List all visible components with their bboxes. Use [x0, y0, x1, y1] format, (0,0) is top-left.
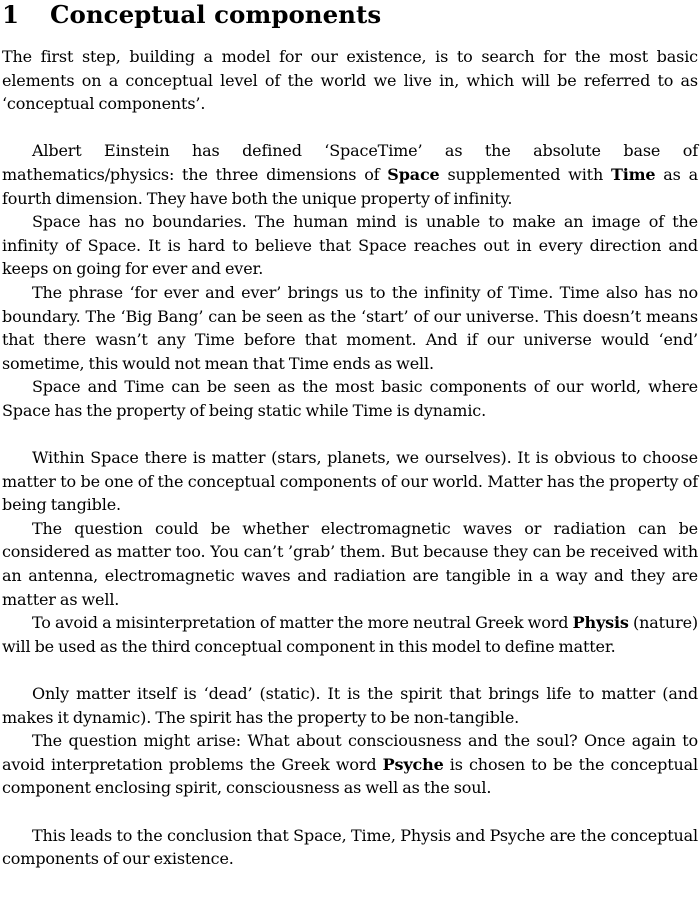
- paragraph: [2, 45, 698, 116]
- text-run: Space and Time can be seen as the most basic components of our world, where Space has the property of being static while Time is dynamic.: [2, 377, 698, 420]
- paragraph: [2, 824, 698, 871]
- bold-term: Time: [610, 164, 656, 184]
- section-title: Conceptual components: [50, 0, 382, 29]
- paragraph: [2, 210, 698, 281]
- text-run: Albert Einstein has defined ‘SpaceTime’ as the absolute base of mathematics/physics: the three dimensions of: [2, 141, 698, 184]
- text-run: The first step, building a model for our existence, is to search for the most basic elements on a conceptual level of the world we live in, which will be referred to as ‘conceptual components’.: [2, 47, 698, 114]
- bold-term: Physis: [572, 613, 629, 633]
- paragraph: [2, 139, 698, 210]
- paragraph-gap: [2, 800, 698, 824]
- text-run: is chosen to be the conceptual component enclosing spirit, consciousness as well as the soul.: [2, 754, 698, 798]
- text-run: (nature) will be used as the third conceptual component in this model to define matter.: [2, 613, 698, 656]
- text-run: as a fourth dimension. They have both the unique property of infinity.: [2, 164, 698, 208]
- section-heading: [2, 0, 698, 30]
- paragraph-gap: [2, 423, 698, 447]
- text-run: The question could be whether electromagnetic waves or radiation can be considered as matter too. You can’t ’grab’ them. But because they can be received with an antenna, electromagnetic waves and radiation are tangible in a way and they are matter as well.: [2, 518, 698, 609]
- paragraph: [2, 281, 698, 375]
- paragraph: [2, 517, 698, 611]
- text-run: Only matter itself is ‘dead’ (static). It is the spirit that brings life to matter (and makes it dynamic). The spirit has the property to be non-tangible.: [2, 684, 698, 727]
- body-text: [2, 45, 698, 871]
- paragraph: [2, 682, 698, 729]
- paragraph: [2, 611, 698, 658]
- paragraph-gap: [2, 116, 698, 140]
- section-number: 1: [2, 0, 20, 29]
- text-run: To avoid a misinterpretation of matter the more neutral Greek word: [32, 613, 573, 633]
- bold-term: Space: [387, 164, 440, 184]
- paragraph: [2, 446, 698, 517]
- bold-term: Psyche: [382, 754, 444, 774]
- text-run: The question might arise: What about consciousness and the soul? Once again to avoid interpretation problems the Greek word: [2, 731, 698, 774]
- text-run: supplemented with: [439, 164, 611, 184]
- text-run: This leads to the conclusion that Space, Time, Physis and Psyche are the conceptual components of our existence.: [2, 825, 698, 869]
- heading-gap: [2, 30, 698, 45]
- paragraph-gap: [2, 658, 698, 682]
- paragraph: [2, 375, 698, 422]
- text-run: Within Space there is matter (stars, planets, we ourselves). It is obvious to choose matter to be one of the conceptual components of our world. Matter has the property of being tangible.: [2, 448, 698, 515]
- text-run: The phrase ‘for ever and ever’ brings us to the infinity of Time. Time also has no boundary. The ‘Big Bang’ can be seen as the ‘start’ of our universe. This doesn’t means that there wasn’t any Time before that moment. And if our universe would ‘end’ sometime, this would not mean that Time ends as well.: [2, 282, 698, 373]
- text-run: Space has no boundaries. The human mind is unable to make an image of the infinity of Space. It is hard to believe that Space reaches out in every direction and keeps on going for ever and ever.: [2, 212, 698, 279]
- paragraph: [2, 729, 698, 800]
